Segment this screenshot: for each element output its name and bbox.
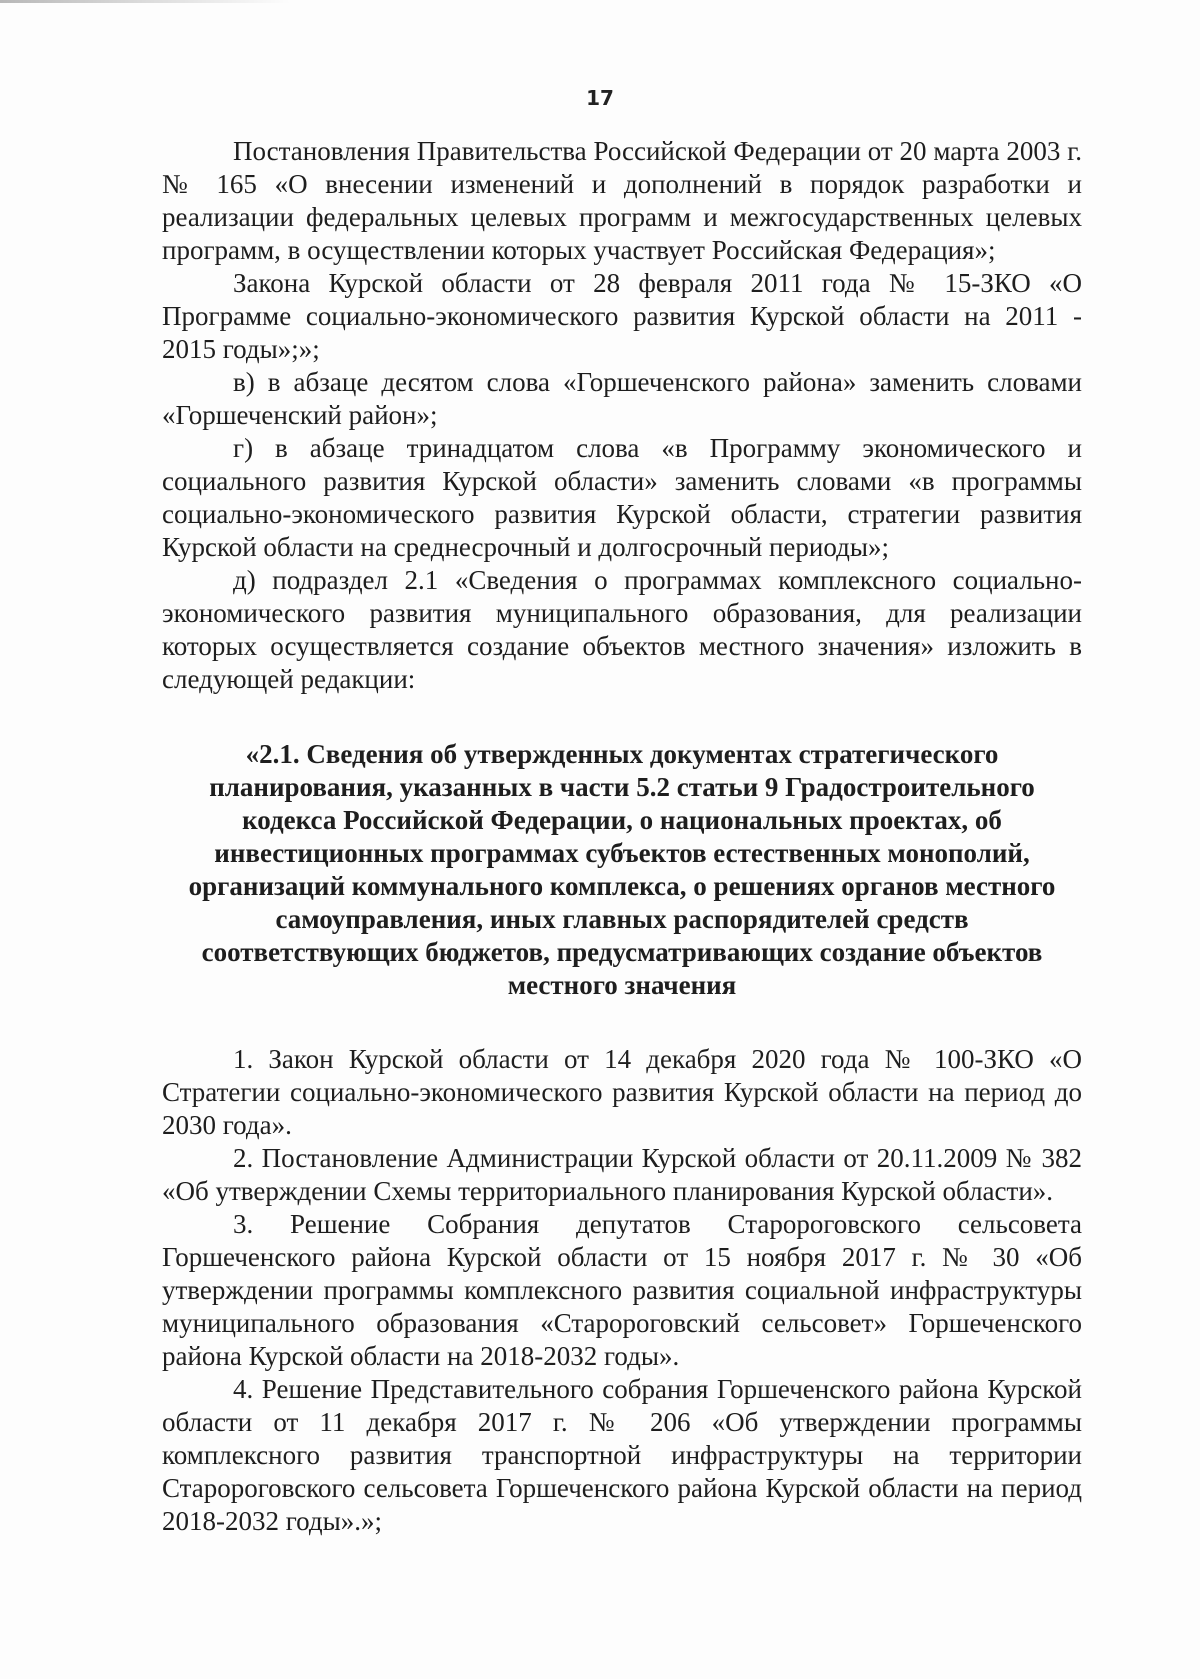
paragraph-amendment-d: д) подраздел 2.1 «Сведения о программах комплексного социально-экономического развития муниципального образования, для реализации которых осуществляется создание объектов местного значения» изложить в следующей редакции:	[162, 565, 1082, 694]
section-heading: «2.1. Сведения об утвержденных документах стратегического планирования, указанных в части 5.2 статьи 9 Градостроительного кодекса Российской Федерации, о национальных проектах, об инвестиционных программах субъектов естественных монополий, организаций коммунального комплекса, о решениях органов местного самоуправления, иных главных распорядителей средств соответствующих бюджетов, предусматривающих создание объектов местного значения	[188, 739, 1056, 1000]
scan-artifact	[0, 0, 290, 3]
list-item-2: 2. Постановление Администрации Курской области от 20.11.2009 № 382 «Об утверждении Схемы территориального планирования Курской области».	[162, 1143, 1082, 1206]
document-body	[162, 135, 1082, 1538]
list-item-4: 4. Решение Представительного собрания Горшеченского района Курской области от 11 декабря 2017 г. № 206 «Об утверждении программы комплексного развития транспортной инфраструктуры на территории Старороговского сельсовета Горшеченского района Курской области на период 2018-2032 годы».»;	[162, 1374, 1082, 1536]
list-item-3: 3. Решение Собрания депутатов Старороговского сельсовета Горшеченского района Курской области от 15 ноября 2017 г. № 30 «Об утверждении программы комплексного развития социальной инфраструктуры муниципального образования «Старороговский сельсовет» Горшеченского района Курской области на 2018-2032 годы».	[162, 1209, 1082, 1371]
paragraph-government-decree: Постановления Правительства Российской Федерации от 20 марта 2003 г. № 165 «О внесении изменений и дополнений в порядок разработки и реализации федеральных целевых программ и межгосударственных целевых программ, в осуществлении которых участвует Российская Федерация»;	[162, 136, 1082, 265]
paragraph-amendment-v: в) в абзаце десятом слова «Горшеченского района» заменить словами «Горшеченский район»;	[162, 367, 1082, 430]
list-item-1: 1. Закон Курской области от 14 декабря 2020 года № 100-ЗКО «О Стратегии социально-экономического развития Курской области на период до 2030 года».	[162, 1044, 1082, 1140]
paragraph-kursk-law-2011: Закона Курской области от 28 февраля 2011 года № 15-ЗКО «О Программе социально-экономического развития Курской области на 2011 - 2015 годы»;»;	[162, 268, 1082, 364]
paragraph-amendment-g: г) в абзаце тринадцатом слова «в Программу экономического и социального развития Курской области» заменить словами «в программы социально-экономического развития Курской области, стратегии развития Курской области на среднесрочный и долгосрочный периоды»;	[162, 433, 1082, 562]
page-number: 17	[586, 86, 614, 110]
